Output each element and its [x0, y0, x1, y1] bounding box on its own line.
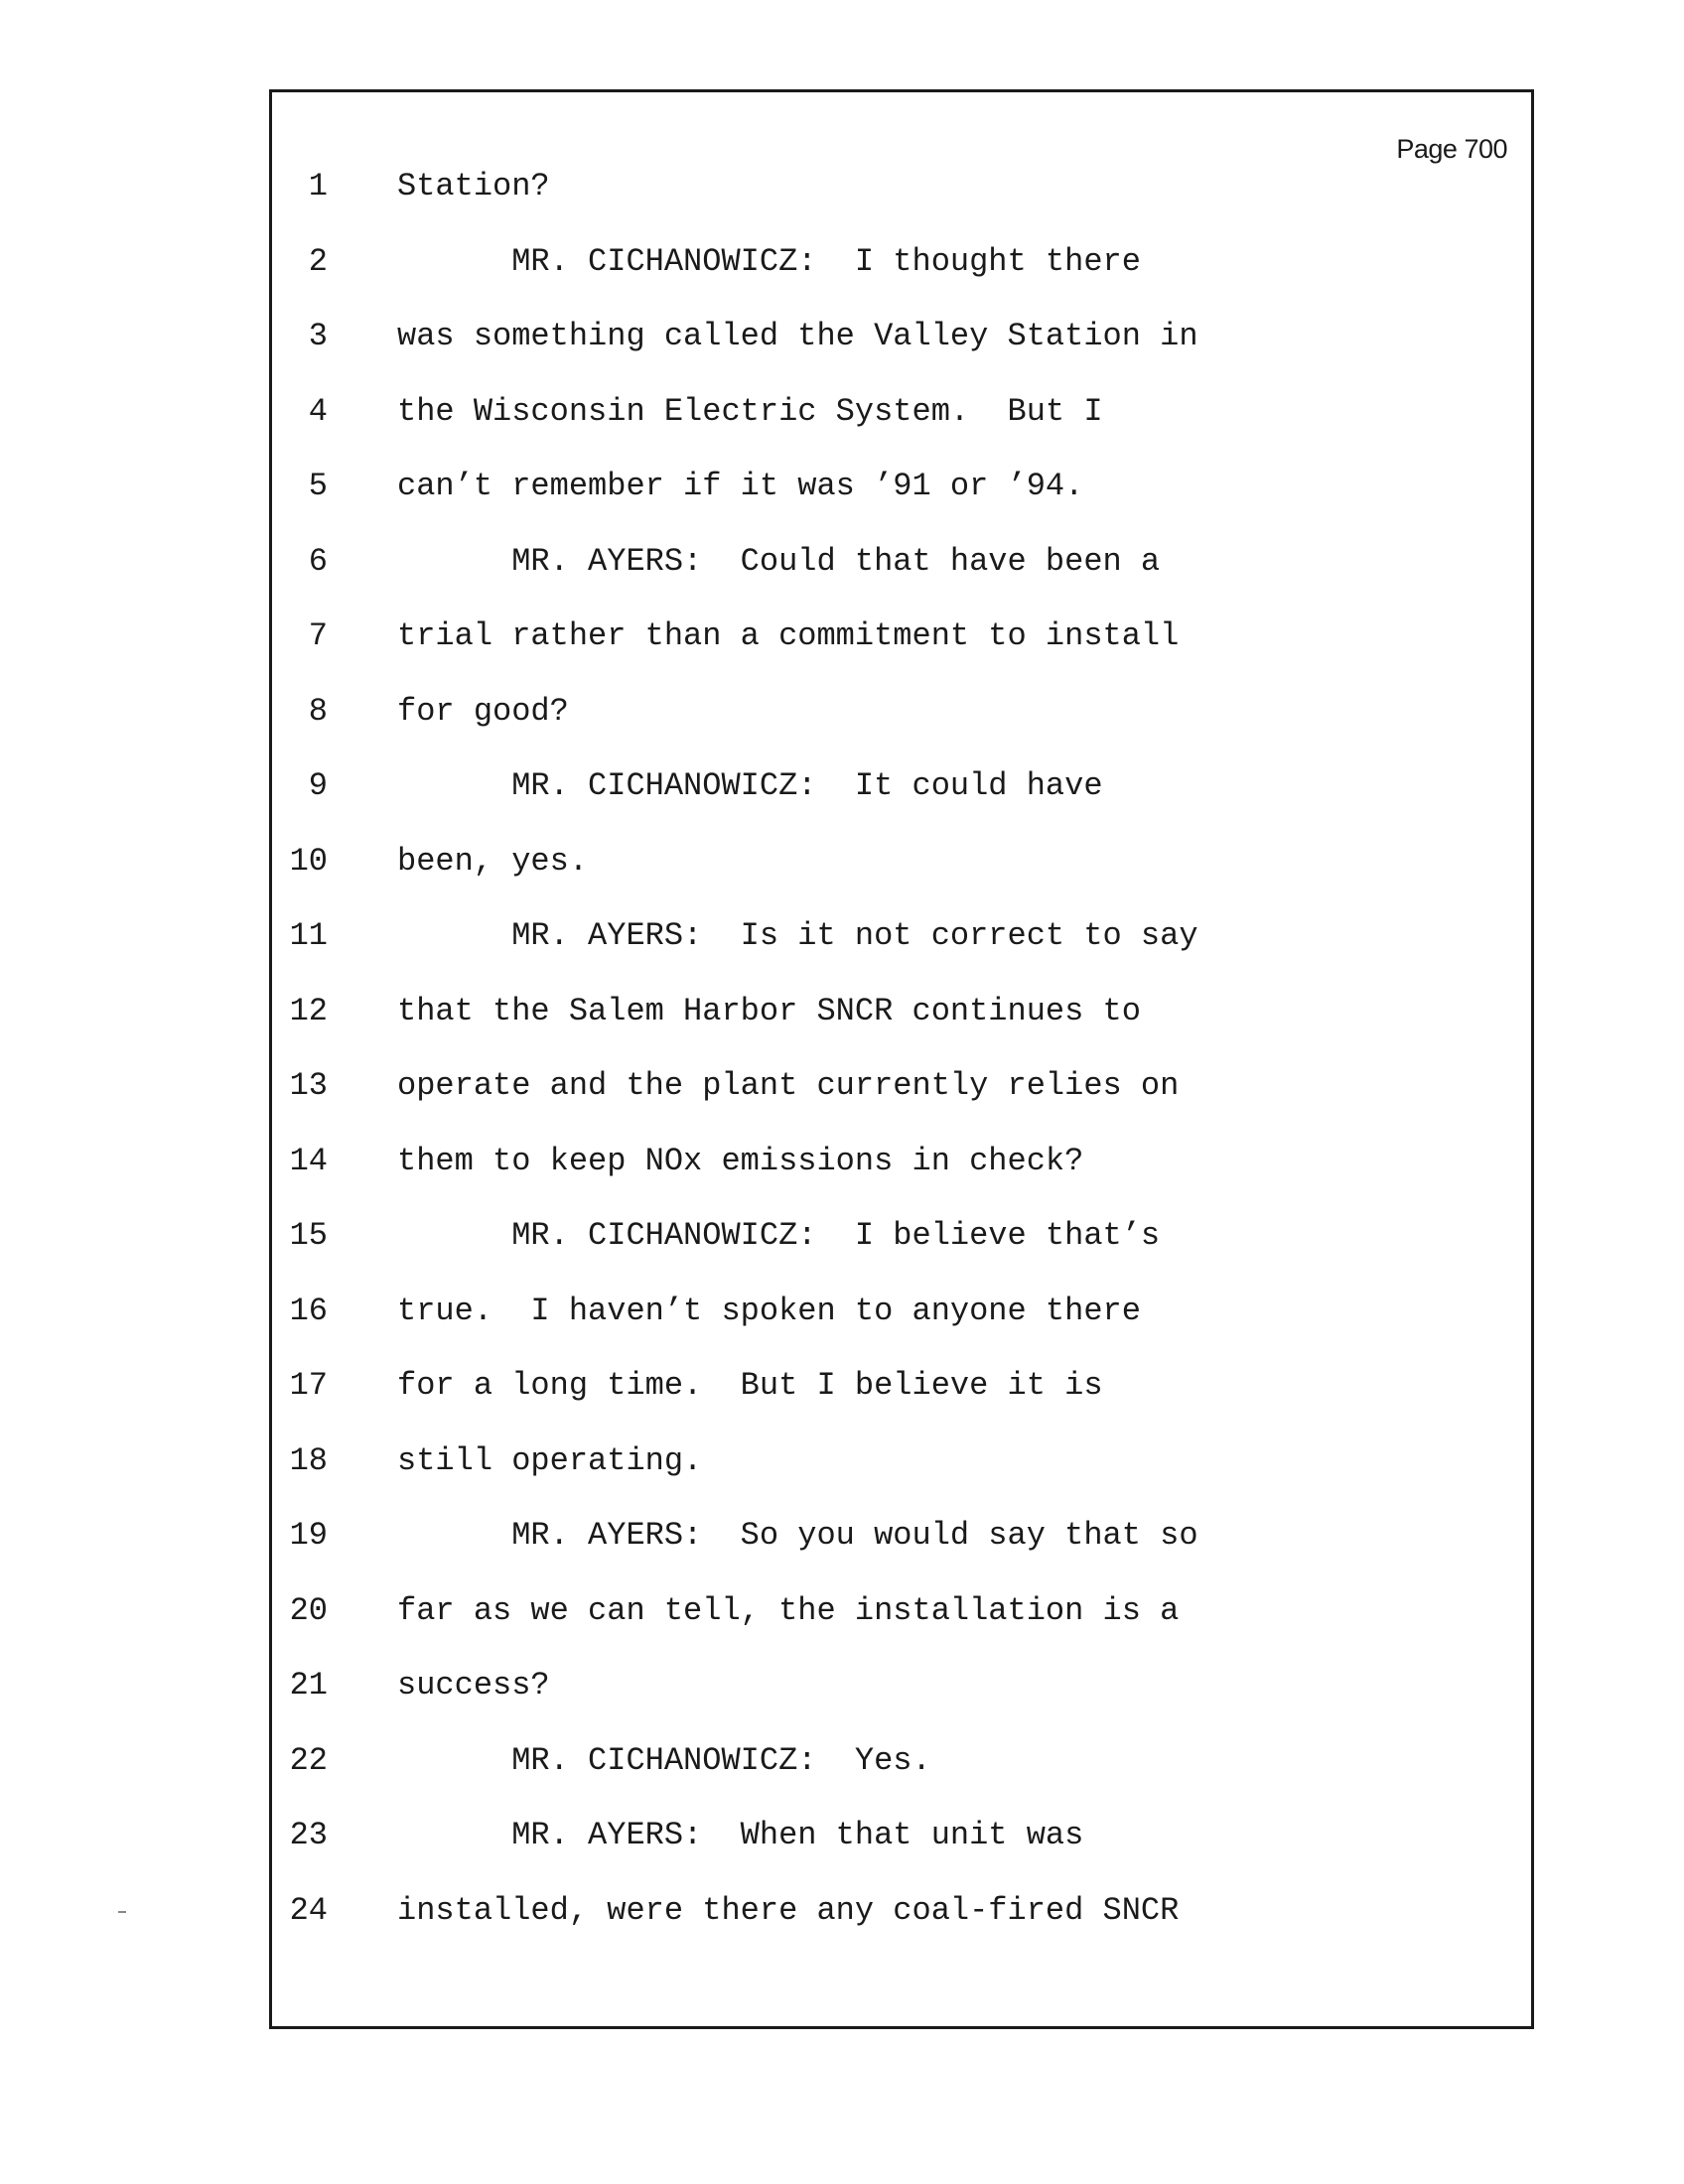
transcript-line: [272, 617, 1531, 677]
page-number-label: Page 700: [1396, 134, 1507, 164]
line-number: 1: [308, 168, 328, 205]
line-number: 20: [289, 1591, 328, 1629]
line-text: for good?: [397, 692, 569, 730]
line-text: them to keep NOx emissions in check?: [397, 1142, 1084, 1179]
line-number: 13: [289, 1067, 328, 1104]
line-text: installed, were there any coal-fired SNCR: [397, 1891, 1180, 1929]
line-text: MR. CICHANOWICZ: It could have: [397, 767, 1103, 804]
line-number: 23: [289, 1817, 328, 1853]
line-text: been, yes.: [397, 842, 589, 880]
transcript-line: [272, 1442, 1531, 1502]
transcript-line: [272, 1667, 1531, 1726]
transcript-line: [272, 993, 1531, 1052]
line-number: 8: [308, 692, 328, 730]
line-text: was something called the Valley Station in: [397, 318, 1198, 354]
line-text: for a long time. But I believe it is: [397, 1367, 1103, 1404]
transcript-line: [272, 1143, 1531, 1202]
transcript-line: [272, 393, 1531, 453]
line-number: 3: [308, 318, 328, 354]
line-number: 9: [308, 767, 328, 804]
line-text: that the Salem Harbor SNCR continues to: [397, 992, 1141, 1029]
line-number: 11: [289, 917, 328, 954]
line-text: success?: [397, 1667, 550, 1704]
transcript-line: [272, 1367, 1531, 1427]
line-number: 5: [308, 468, 328, 504]
transcript-line: [272, 1817, 1531, 1876]
line-number: 12: [289, 992, 328, 1029]
line-number: 24: [289, 1891, 328, 1929]
line-number: 14: [289, 1142, 328, 1179]
transcript-line: [272, 1293, 1531, 1352]
transcript-line: [272, 843, 1531, 902]
transcript-line: [272, 1742, 1531, 1802]
line-number: 6: [308, 542, 328, 580]
line-text: still operating.: [397, 1441, 703, 1479]
line-text: trial rather than a commitment to install: [397, 617, 1180, 654]
line-text: MR. AYERS: When that unit was: [397, 1817, 1084, 1853]
transcript-line: [272, 1592, 1531, 1652]
transcript-line: [272, 468, 1531, 527]
line-number: 17: [289, 1367, 328, 1404]
line-text: true. I haven’t spoken to anyone there: [397, 1292, 1141, 1329]
line-number: 10: [289, 842, 328, 880]
line-text: MR. CICHANOWICZ: Yes.: [397, 1741, 931, 1779]
transcript-page: [269, 89, 1534, 2029]
transcript-line: [272, 917, 1531, 977]
scan-mark: [118, 1911, 126, 1913]
line-number: 15: [289, 1217, 328, 1254]
transcript-line: [272, 1517, 1531, 1576]
line-number: 7: [308, 617, 328, 654]
line-number: 16: [289, 1292, 328, 1329]
line-text: far as we can tell, the installation is a: [397, 1591, 1180, 1629]
line-text: MR. CICHANOWICZ: I thought there: [397, 242, 1141, 280]
line-text: MR. CICHANOWICZ: I believe that’s: [397, 1217, 1161, 1254]
line-number: 22: [289, 1741, 328, 1779]
transcript-line: [272, 1217, 1531, 1277]
line-number: 21: [289, 1667, 328, 1704]
line-text: can’t remember if it was ’91 or ’94.: [397, 468, 1084, 504]
line-text: the Wisconsin Electric System. But I: [397, 392, 1103, 430]
line-number: 19: [289, 1517, 328, 1554]
line-text: MR. AYERS: Could that have been a: [397, 542, 1161, 580]
transcript-line: [272, 243, 1531, 303]
line-text: operate and the plant currently relies on: [397, 1067, 1180, 1104]
transcript-line: [272, 168, 1531, 227]
transcript-line: [272, 1067, 1531, 1127]
transcript-line: [272, 693, 1531, 752]
line-number: 2: [308, 242, 328, 280]
transcript-line: [272, 318, 1531, 377]
transcript-line: [272, 1892, 1531, 1952]
line-text: MR. AYERS: So you would say that so: [397, 1517, 1198, 1554]
line-text: MR. AYERS: Is it not correct to say: [397, 917, 1198, 954]
line-text: Station?: [397, 168, 550, 205]
transcript-line: [272, 543, 1531, 603]
line-number: 4: [308, 392, 328, 430]
line-number: 18: [289, 1441, 328, 1479]
transcript-line: [272, 767, 1531, 827]
